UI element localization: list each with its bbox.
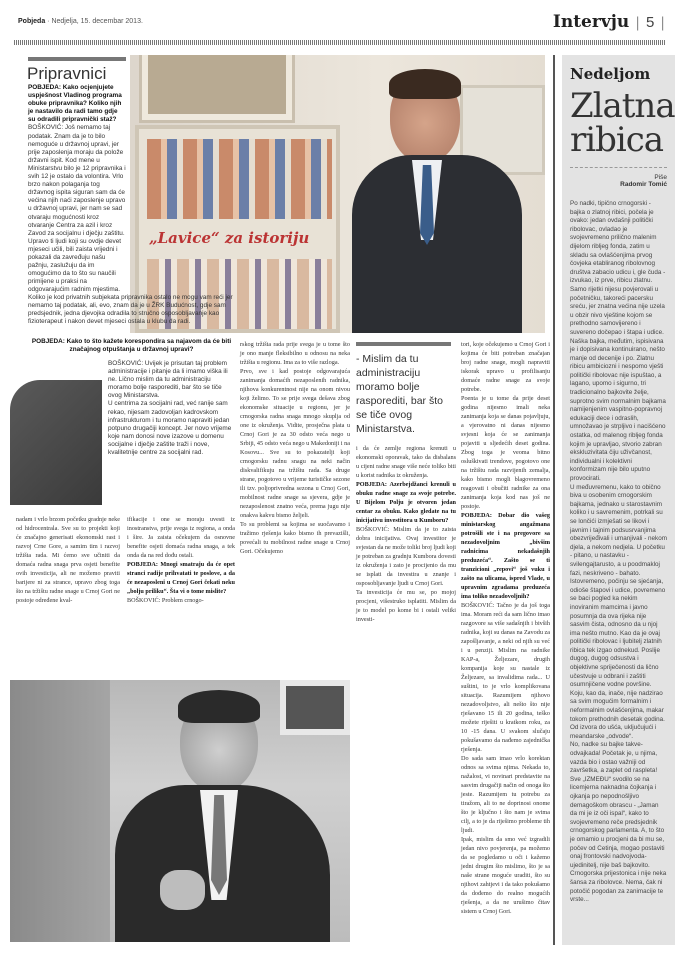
separator: |	[635, 15, 640, 31]
answer: BOŠKOVIĆ: Uvijek je prisutan taj problem administracije i pitanje da li imamo viška ili ne. Lično mislim da tu administraciju moramo bolje rasporediti, bar što se tiče ovog Ministarstva.	[108, 360, 228, 400]
hand	[160, 870, 205, 910]
answer: BOŠKOVIĆ: Još nemamo taj podatak. Znam da je to bilo nemoguće u državnoj upravi, jer prije zaposlenja moraju da polože državni ispit. Kod mene u Ministarstvu bilo je 12 pripravnika i svih 12 je ostalo da volontira. Vrlo brzo nakon polaganja tog državnog ispita siguran sam da će većina njih naći zaposlenje upravo u državnoj upravi, jer nam se sad otvaraju mogućnosti kroz otvaranje Centra za azil i kroz Zavod za socijalnu i dječju zaštitu. Upravo ti ljudi koji su ovdje devet mjeseci učili, bili zaista vrijedni i pokazali da zavređuju našu pažnju, zaslužuju da im omogućimo da to što su naučili primijene u praksi na odgovarajućim radnim mjestima.	[28, 124, 126, 294]
column-kicker: Nedeljom	[570, 65, 651, 83]
paragraph: Prvo, sve i kad postoje odgovarajuća zanimanja domaćih nezaposlenih radnika, njihova konkurentnost nije na onom nivou koji želimo. To se prije svega dešava zbog ekonomske situacije u regionu, jer je crnogorska radna snaga mnogo skuplja od one iz okruženja. Vidite, prosječna plata u Crnoj Gori je za 30 odsto veća nego u Srbiji, 45 odsto veća nego u Makedoniji i na Kosovu... Sve su to pokazatelji koji crnogorsku radnu snagu na neki način diskvalifikuju na tržištu rada. Sa druge strane, pogotovo u vrijeme turističke sezone ili tzv. poljoprivredna sezona u Crnoj Gori, mobilnost radne snage sa sjevera, gdje je nezaposlenost znatno veća, prema jugu nije onakva kakvu bismo željeli.	[240, 368, 350, 519]
question: POBJEDA: Dobar dio vašeg ministarskog angažmana potrošili ste i na pregovore sa nezadovoljnim „bivšim radnicima nekadašnjih preduzeća“. Zašto se ti tranzicioni „repovi“ još vuku i zašto na ulicama, ispred Vlade, u upravnim zgradama preduzeća ima toliko nezadovoljnih?	[461, 512, 550, 600]
column-b	[356, 444, 456, 624]
paragraph: Po nadki, tipično crnogorski - bajka o zlatnoj ribici, počela je ovako: jedan ovdašnji politički ribolovac, ovladao je svojevremeno prilično malenim dijelom ribljeg fonda, zatim u skladu sa ovlašćenjima prvog čovjeka etabliranog ribolovnog društva zabacio udicu i, gle čuda - izvukao, iz prve, ribicu zlatnu. Samo rijetki nijesu povjerovali u početničku, takoreći pacersku sreću, jer znatna većina nije uzela u obzir nivo vještine kojom se prethodno samovijereno i suvereno dočepao i štapa i udice.	[570, 200, 666, 336]
column-text	[570, 200, 667, 905]
lower-column-2	[127, 515, 235, 605]
paper-name: Pobjeda	[18, 18, 46, 25]
lower-column-1	[16, 515, 120, 605]
paragraph: tori, koje očekujemo u Crnoj Gori i kojima će biti potreban značajan broj radne snage, mogli napraviti iskorak upravo u profilisanju domaće radne snage za svoje potrebe.	[461, 341, 550, 393]
column-a	[240, 340, 350, 556]
poster-caption: „Lavice“ za istoriju	[149, 229, 310, 247]
author-name: Radomir Tomić	[620, 181, 667, 188]
paragraph: Ipak, mislim da smo već izgradili jedan nivo povjerenja, pa možemo da se pogledamo u oči i kažemo jedni drugim što mislimo, što je sa naše strane moguće uraditi, što su njihovi zahtjevi i da tako pokušamo da dođemo do realno mogućih rješenja, a da ne urušimo čitav sistem u Crnoj Gori.	[461, 836, 550, 915]
paragraph: Poenta je u tome da prije deset godina nijesmo imali neka zanimanja koja se danas pojavljuju, a vjerovatno ni danas nijesmo svjesni koja će se zanimanja pojaviti u sljedećih deset godina. Zbog toga je veoma bitno osluškivati trendove, pogotovo one na tržištu rada razvijenih zemalja, kako bismo mogli blagovremeno reagovati i obučiti radnike za ona zanimanja koja kod nas još ne postoje.	[461, 395, 550, 510]
separator: |	[660, 15, 665, 31]
top-photo	[130, 55, 545, 333]
sidebar-column	[562, 55, 675, 945]
header-rule	[14, 40, 665, 45]
pull-quote-bar	[356, 342, 451, 346]
answer: BOŠKOVIĆ: Mislim da je to zaista dobra inicijativa. Ovaj investitor je svjestan da ne može toliki broj ljudi koji je potreban za gradnju Kumbora dovesti iz okruženja i zato je procijenio da mu se isplati da investira u znanje i osposobljavanje ljudi u Crnoj Gori.	[356, 526, 456, 587]
paragraph: i da će zemlje regiona krenuti u ekonomski oporavak, tako da disbalans u cijeni radne snage više neće toliko biti u korist radnika iz okruženja.	[356, 445, 456, 479]
paragraph: To su problemi sa kojima se suočavamo i tražimo rješenja kako bismo ih prevazišli, povećali tu mobilnost radne snage u Crnoj Gori. Očekujemo	[240, 521, 350, 555]
column-title: Zlatna ribica	[570, 86, 675, 160]
divider	[570, 167, 667, 168]
paragraph: Ta investicija će mu se, po mojoj procjeni, višestruko isplatiti. Mislim da je to model po kome bi i ostali veliki investi-	[356, 589, 456, 623]
byline	[570, 174, 667, 188]
byline-label: Piše	[654, 174, 667, 181]
section-name: Intervju	[552, 12, 630, 32]
bottom-photo	[10, 680, 350, 942]
column-b-block	[356, 342, 456, 624]
paragraph: nadam i vrlo brzom početku gradnje neke od hidrocentrala. Sve su to projekti koji će značajno generisati ekonomski rast i razvoj Crne Gore, a samim tim i razvoj tržišta rada. Mi ćemo sve učiniti da domaća radna snaga prva osjeti benefite ovih investicija, ali ne možemo praviti barijere ni za strance, upravo zbog toga što na tržištu radne snage u Crnoj Gori ne postoje određene kval-	[16, 516, 120, 604]
picture-frame	[142, 55, 292, 120]
pripravnici-text-tail	[28, 294, 233, 326]
answer: BOŠKOVIĆ: Problem crnogo-	[127, 597, 204, 604]
paragraph: ifikacije i one se moraju uvesti iz inostranstva, prije svega iz regiona, a onda i šire. Ja zaista očekujem da osnovne benefite osjeti domaća radna snaga, a tek onda da na red dođu ostali.	[127, 516, 235, 559]
question: POBJEDA: Mnogi smatraju da će opet stranci radije prihvatati te poslove, a da će nezaposleni u Crnoj Gori čekati neku „bolju priliku“. Šta vi o tome mislite?	[127, 561, 235, 595]
paragraph: rskog tržišta rada prije svega je u tome što je ono manje fleksibilno u odnosu na neka tržišta u regionu. Ima za to više razloga.	[240, 341, 350, 366]
issue-date: · Nedjelja, 15. decembar 2013.	[45, 18, 143, 25]
question: POBJEDA: Kako ocjenjujete uspješnost Vladinog programa obuke pripravnika? Koliko njih je nastavilo da radi tamo gdje su odradili pripravnički staž?	[28, 84, 122, 124]
interview-q2	[28, 338, 235, 354]
answer: Koliko je kod privatnih subjekata pripravnika ostalo ne mogu vam reći jer nemamo taj podatak, ali, evo, znam da je u ŽRK Budućnost, gdje sam predsjednik, jedna djevojka odradila to stručno osposobljavanje kao fizioterapeut i nakon devet mjeseci ostala u klubu da radi.	[28, 294, 233, 326]
pripravnici-text	[28, 84, 126, 294]
section-header	[553, 12, 665, 32]
box-title: Pripravnici	[27, 64, 107, 83]
pull-quote: - Mislim da tu administraciju moramo bolje rasporediti, bar što se tiče ovog Ministarstva.	[356, 353, 443, 435]
answer: BOŠKOVIĆ: Tačno je da još toga ima. Moram reći da sam lično imao razgovore sa više sadašnjih i bivših radnika, koji su danas na Zavodu za zapošljavanje, a neki od njih su već i u penziji. Mislim na radnike KAP-a, Željezare, drugih kompanija koje su nastale iz Željezare, sa invalidima rada... U suštini, to je vrlo komplikovana situacija. Razumijem njihovo nezadovoljstvo, ali nešto što nije rješavano 15 ili 20 godina, teško možete riješiti u kratkom roku, za 10 -15 dana. U svakom slučaju pokušavamo da nađemo zajednička rješenja.	[461, 602, 550, 753]
column-c	[461, 340, 550, 916]
interview-a2-block	[108, 360, 235, 457]
page-number: 5	[645, 14, 655, 31]
paragraph: Naška bajka, međutim, ispisivana je i dopisivana kontinuirano, nešto manje od decenije i po. Zlatnu ribicu ambiciozni i nespomo vješti politički ribolovac nije ispuštao, a lagano, upomo i sigurno, tri tradicionalno bajkovite želje, suprotno svim normalnim bajkama namijenjenim vaspitno-popravnoj edukaciji dece i odraslih, umnožavao je strpljivo i nacišćeno ostatka, od malenog ribljeg fonda kojim je upravljao, stvorio zabran ekskluzivitata čiju uživčanost, individualni i kolektivni konformizam nije bilo uputno provocirati.	[570, 337, 666, 482]
question: POBJEDA: Azerbejdžanci krenuli u obuku radne snage za svoje potrebe. U Bijelom Polju je otvoren jedan centar za obuku. Kako gledate na tu inicijativu investitora u Kumboru?	[356, 481, 456, 524]
paragraph: Do sada sam imao vrlo korektan odnos sa svima njima. Nekada to, nažalost, vi novinari predstavite na sasvim drugačiji način od onoga što jeste. Razumijem tu potrebu za tiražom, ali to ne doprinosi onome što je ključno i što nam je svima cilj, a to je da riješimo probleme tih ljudi.	[461, 755, 550, 834]
top-photo-sleeve	[10, 380, 102, 505]
box-bar	[28, 57, 126, 61]
answer: U centrima za socijalni rad, već ranije sam rekao, nijesam zadovoljan kadrovskom infrastrukturom i tu moramo napraviti jedan potpuno drugačiji koncept. Jer novo vrijeme koje nam donosi nove izazove u domenu socijalne i dječje zaštite traži i nove, kvalitetnije centre za socijalni rad.	[108, 400, 232, 457]
paragraph: No, nadke su bajke takve- odvajkada! Početak je, u njima, vazda bio i ostao važniji od završetka, a zaplet od raspleta! Sve „IZMEĐU“ svodilo se na licemjerna naknadna čojkanja i ojkanja po nepodnošljivo demagoškom obrascu - „Jaman da mi je iz oči ispal“, kako to svojevremeno reče predsjednik crnogorskog parlamenta. A, to što je omamio u procjeni da bi mu se, počev od Cetinja, mogao postaviti onaj frontovski nadvojvoda-ujedinitelj, nije baš bajkovito. Crnogorska prijestonica i nije neka šansa za ribolovce. Nema, čak ni potočić pogodan za zanimacije te vrste...	[570, 741, 667, 904]
question: POBJEDA: Kako to što kažete korespondira sa najavom da će biti značajnog otpuštanja u državnoj upravi?	[31, 338, 232, 354]
masthead-dateline	[18, 18, 143, 25]
column-divider	[553, 55, 555, 945]
paragraph: U međuvremenu, kako to obično biva u osobenim crnogorskim bajkama, jednako u starostavnim koliko i u savremenim, potrkali su se lončići izmješati se likovi i javnim i tajnim podsusrvanjima obezvrijeđivali i umanjivali - nekom djela, a nekom nedjela. U početku - pitano, u nastavku - svilengajtarusto, a u poodmakloj fazi, neskriveno - bahato. Istovremeno, počinju se sjećanja, odioše štapovi i udice, povremeno se baci pogled ka nekim inoviranim mamcima i javno posumnja da ova rijeka nije sasvim čista, odnosno da u njoj ima nešto mutno. Kao da je ovaj politički ribolovac i ljubitelj zlatnih ribica tek izgao odnekud. Poslije dugog, dugog odsustva i objektivne spriječenosti da lično učestvuje u odbrani i zaštiti osumnjičene vodne površine. Koju, kao da, inače, nije nadzirao sa svim mogućim formalnim i neformalnim ovlašćenjima, makar tokom prethodnih desetak godina. Od izvora do ušća, uključujući i meandarske „odvode“.	[570, 483, 667, 740]
